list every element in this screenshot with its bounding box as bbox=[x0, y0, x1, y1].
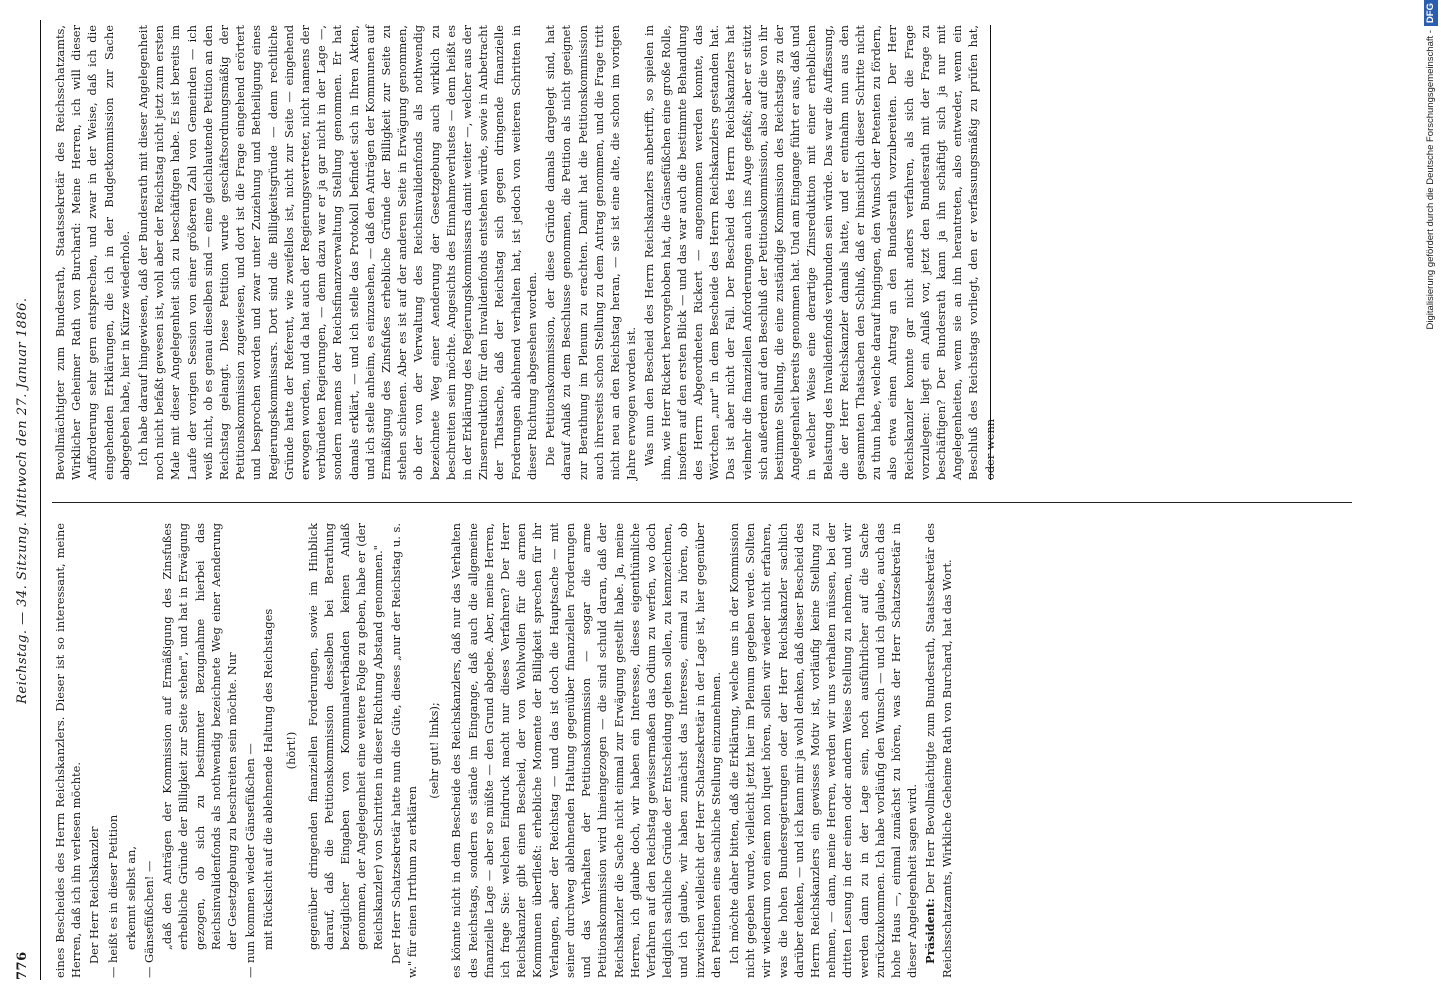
column-divider bbox=[52, 502, 1352, 503]
left-column bbox=[52, 523, 1422, 978]
paragraph: Ich habe darauf hingewiesen, daß der Bundesrath mit dieser Angelegenheit noch nicht befaßt gewesen ist, wohl aber der Reichstag nicht jetzt zum ersten Male mit dieser Angelegenheit sich zu beschäftigen habe. Es ist bereits im Laufe der vorigen Session von einer größeren Zahl von Gemeinden — ich weiß nicht, ob es genau dieselben sind — eine gleichlautende Petition an den Reichstag gelangt. Diese Petition wurde geschäftsordnungsmäßig der Petitionskommission zugewiesen, und dort ist die Frage eingehend erörtert und besprochen worden und zwar unter Zuziehung und Betheiligung eines Regierungskommissars. Dort sind die Billigkeitsgründe — denn rechtliche Gründe hatte der Referent, wie zweifellos ist, nicht zur Seite — eingehend erwogen worden, und da hat auch der Regierungsvertreter, nicht namens der verbündeten Regierungen, — denn dazu war er ja gar nicht in der Lage —, sondern namens der Reichsfinanzverwaltung Stellung genommen. Er hat damals erklärt, — und ich stelle das Protokoll befindet sich in Ihren Akten, und ich stelle anheim, es einzusehen, — daß den Anträgen der Kommunen auf Ermäßigung des Zinsfußes erhebliche Gründe der Billigkeit zur Seite zu stehen schienen. Aber es ist auf der anderen Seite in Erwägung genommen, ob der von der Verwaltung des Reichsinvalidenfonds als nothwendig bezeichnete Weg einer Aenderung der Gesetzgebung auch wirklich zu beschreiten sein möchte. Angesichts des Einnahmeverlustes — denn heißt es in der Erklärung des Regierungskommissars damit weiter —, welcher aus der Zinsenreduktion für den Invalidenfonds entstehen würde, sowie in Anbetracht der Thatsache, daß der Reichstag sich gegen dringende finanzielle Forderungen ablehnend verhalten hat, ist jedoch von weiteren Schritten in dieser Richtung abgesehen worden. bbox=[136, 25, 539, 480]
header-rule bbox=[40, 20, 41, 980]
page-header bbox=[8, 20, 36, 980]
credit-text: Digitalisierung gefördert durch die Deutsche Forschungsgemeinschaft - bbox=[1425, 30, 1436, 330]
speaker-label: Präsident: bbox=[923, 898, 938, 964]
aside-line: — Gänsefüßchen! — bbox=[142, 860, 157, 978]
paragraph: Die Petitionskommission, der diese Gründe damals dargelegt sind, hat darauf Anlaß zu dem Beschlusse genommen, die Petition als nicht geeignet zur Berathung im Plenum zu erachten. Damit hat die Petitionskommission auch ihrerseits schon Stellung zu dem Antrag genommen, und die Frage tritt nicht neu an den Reichstag heran, — sie ist eine alte, die schon im vorigen Jahre erwogen worden ist. bbox=[543, 25, 639, 480]
paragraph: eines Bescheides des Herrn Reichskanzlers. Dieser ist so interessant, meine Herren, daß ich ihn verlesen möchte. bbox=[53, 523, 84, 978]
aside-line: — nun kommen wieder Gänsefüßchen — bbox=[243, 743, 258, 978]
interjection: (sehr gut! links); bbox=[427, 702, 442, 799]
quoted-passage: „daß den Anträgen der Kommission auf Ermäßigung des Zinsfußes erhebliche Gründe der Billigkeit zur Seite stehen", und hat in Erwägung gezogen, ob sich zu bestimmter Bezugnahme hierbei das Reichsinvalidenfonds als nothwendig bezeichnete Weg einer Aenderung der Gesetzgebung zu beschreiten sein möchte. Nur bbox=[160, 523, 240, 950]
running-title: Reichstag. — 34. Sitzung. Mittwoch den 27. Januar 1886. bbox=[14, 297, 30, 704]
paragraph: Der Herr Schatzsekretär hatte nun die Güte, dieses „nur der Reichstag u. s. w." für einen Irrthum zu erklären bbox=[388, 523, 420, 978]
digitization-credit bbox=[1405, 0, 1436, 1000]
speaker-paragraph bbox=[922, 523, 954, 978]
paragraph: Der Herr Reichskanzler bbox=[87, 826, 102, 964]
section-end-rule bbox=[990, 25, 991, 480]
paragraph: es könnte nicht in dem Bescheide des Reichskanzlers, daß nur das Verhalten des Reichstags, sondern es stände im Eingange, daß auch die allgemeine finanzielle Lage — aber so müßte — den Grund abgebe. Aber, meine Herren, ich frage Sie: welchen Eindruck macht nur dieses Verfahren? Der Herr Reichskanzler gibt einen Bescheid, der von Wohlwollen für die armen Kommunen überfließt: erhebliche Momente der Billigkeit sprechen für ihr Verlangen, aber der Reichstag — und das ist doch die Hauptsache — mit seiner durchweg ablehnenden Haltung gegenüber finanziellen Forderungen und das Verhalten der Petitionskommission — sogar die arme Petitionskommission wird hineingezogen — die sind schuld daran, daß der Reichskanzler die Sache nicht einmal zur Erwägung gestellt habe. Ja, meine Herren, ich glaube doch, wir haben ein Interesse, dieses eigenthümliche Verfahren auf den Reichstag gewissermaßen das Odium zu werfen, wo doch lediglich sachliche Gründe der Entscheidung gelten sollen, zu kennzeichnen, und ich glaube, wir haben zunächst das Interesse, einmal zu hören, ob inzwischen vielleicht der Herr Schatzsekretär in der Lage ist, hier gegenüber den Petitionen eine sachliche Stellung einzunehmen. bbox=[449, 523, 723, 978]
paragraph: Bevollmächtigter zum Bundesrath, Staatssekretär des Reichsschatzamts, Wirklicher Geheimer Rath von Burchard: Meine Herren, ich will dieser Aufforderung sehr gern entsprechen, und zwar in der Weise, daß ich die eingehenden Erklärungen, die ich in der Budgetkommission zur Sache abgegeben habe, hier in Kürze wiederhole. bbox=[53, 25, 132, 480]
quoted-passage: erkennt selbst an, bbox=[123, 845, 138, 950]
quoted-passage: gegenüber dringenden finanziellen Forderungen, sowie im Hinblick darauf, daß die Petitionskommission desselben bei Berathung bezüglicher Eingaben von Kommunalverbänden keinen Anlaß genommen, der Angelegenheit eine weitere Folge zu geben, habe er (der Reichskanzler) von Schritten in dieser Richtung Abstand genommen." bbox=[305, 523, 385, 950]
right-column bbox=[52, 25, 997, 480]
aside-line: — heißt es in dieser Petition bbox=[105, 814, 120, 978]
paragraph: Was nun den Bescheid des Herrn Reichskanzlers anbetrifft, so spielen in ihm, wie Herr Rickert hervorgehoben hat, die Gänsefüßchen eine große Rolle, insofern auf den ersten Blick — und das war auch die bestimmte Behandlung des Herrn Abgeordneten Rickert — angenommen werden konnte, das Wörtchen „nur" in dem Bescheide des Herrn Reichskanzlers gestanden hat. Das ist aber nicht der Fall. Der Bescheid des Herrn Reichskanzlers hat vielmehr die finanziellen Anforderungen auch ins Auge gefaßt; aber er stützt sich außerdem auf den Beschluß der Petitionskommission, also auf die von ihr bestimmte Stellung, die eine zuständige Kommission des Reichstags zu der Angelegenheit bereits genommen hat. Und am Eingange führt er aus, daß und in welcher Weise eine derartige Zinsreduktion mit einer erheblichen Belastung des Invalidenfonds verbunden sein würde. Das war die Auffassung, die der Herr Reichskanzler damals hatte, und er entnahm nun aus den gesammten Thatsachen den Schluß, daß er hinsichtlich dieser Schritte nicht zu thun habe, welche darauf hingingen, den Wunsch der Petenten zu fördern, also etwa einen Antrag an den Bundesrath vorzubereiten. Der Herr Reichskanzler konnte gar nicht anders verfahren, als sich die Frage vorzulegen: liegt ein Anlaß vor, jetzt den Bundesrath mit der Frage zu beschäftigen? Der Bundesrath kann ja ihn schäftigt sich ja nur mit Angelegenheiten, wenn sie an ihn herantreten, also entweder, wenn ein Beschluß des Reichstags vorliegt, den er verfassungsmäßig zu prüfen hat, oder wenn bbox=[642, 25, 997, 480]
dfg-logo: DFG bbox=[1424, 0, 1438, 26]
quoted-passage: mit Rücksicht auf die ablehnende Haltung des Reichstages bbox=[261, 608, 276, 950]
interjection: (hört!) bbox=[283, 731, 298, 770]
speaker-text: Der Herr Bevollmächtigte zum Bundesrath, Staatssekretär des Reichsschatzamts, Wirkliche Geheime Rath von Burchard, hat das Wort. bbox=[923, 523, 954, 978]
page-number: 776 bbox=[14, 951, 30, 980]
paragraph: Ich möchte daher bitten, daß die Erklärung, welche uns in der Kommission nicht gegeben wurde, vielleicht jetzt hier im Plenum gegeben werde. Sollten wir wiederum von einem non liquet hören, sollen wir wieder nicht erfahren, was die hohen Bundesregierungen oder der Herr Reichskanzler sachlich darüber denken, — und ich kann mir ja wohl denken, daß dieser Bescheid des Herrn Reichskanzlers ein gewisses Motiv ist, vorläufig keine Stellung zu nehmen, — dann, meine Herren, werden wir uns verhalten müssen, bei der dritten Lesung in der einen oder andern Weise Stellung zu nehmen, und wir werden dann zu in der Lage sein, noch ausführlicher auf die Sache zurückzukommen. Ich habe vorläufig den Wunsch — und ich glaube, auch das hohe Haus —, einmal zunächst zu hören, was der Herr Schatzsekretär in dieser Angelegenheit sagen wird. bbox=[726, 523, 920, 978]
